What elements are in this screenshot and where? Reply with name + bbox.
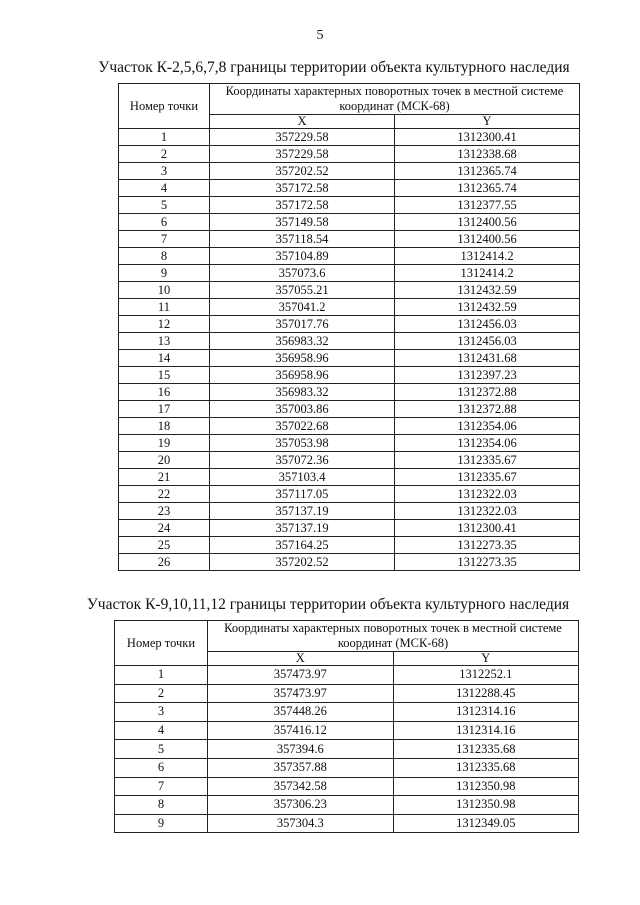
x-coordinate-cell: 357017.76 <box>210 316 395 333</box>
x-coordinate-cell: 357172.58 <box>210 180 395 197</box>
x-coordinate-cell: 357118.54 <box>210 231 395 248</box>
point-number-cell: 7 <box>115 777 208 796</box>
point-number-cell: 12 <box>119 316 210 333</box>
header-x: X <box>208 652 394 666</box>
point-number-cell: 2 <box>115 684 208 703</box>
x-coordinate-cell: 357117.05 <box>210 486 395 503</box>
point-number-cell: 14 <box>119 350 210 367</box>
table-row <box>119 554 580 571</box>
point-number-cell: 18 <box>119 418 210 435</box>
point-number-cell: 17 <box>119 401 210 418</box>
table-body-1 <box>119 129 580 571</box>
table-row <box>119 180 580 197</box>
point-number-cell: 21 <box>119 469 210 486</box>
table-row <box>119 197 580 214</box>
point-number-cell: 20 <box>119 452 210 469</box>
table-row <box>115 758 579 777</box>
x-coordinate-cell: 357104.89 <box>210 248 395 265</box>
table-row <box>119 401 580 418</box>
y-coordinate-cell: 1312300.41 <box>395 129 580 146</box>
table-row <box>119 248 580 265</box>
y-coordinate-cell: 1312354.06 <box>395 435 580 452</box>
x-coordinate-cell: 356958.96 <box>210 367 395 384</box>
table-row <box>119 214 580 231</box>
x-coordinate-cell: 357055.21 <box>210 282 395 299</box>
x-coordinate-cell: 357103.4 <box>210 469 395 486</box>
header-x: X <box>210 115 395 129</box>
table-row <box>119 299 580 316</box>
x-coordinate-cell: 357394.6 <box>208 740 394 759</box>
y-coordinate-cell: 1312335.67 <box>395 469 580 486</box>
x-coordinate-cell: 357416.12 <box>208 721 394 740</box>
y-coordinate-cell: 1312372.88 <box>395 384 580 401</box>
point-number-cell: 15 <box>119 367 210 384</box>
point-number-cell: 25 <box>119 537 210 554</box>
y-coordinate-cell: 1312397.23 <box>395 367 580 384</box>
point-number-cell: 8 <box>119 248 210 265</box>
coordinates-table-2 <box>114 620 579 833</box>
y-coordinate-cell: 1312335.68 <box>393 758 579 777</box>
header-coordinates: Координаты характерных поворотных точек в местной системе координат (МСК-68) <box>210 84 580 115</box>
y-coordinate-cell: 1312322.03 <box>395 486 580 503</box>
y-coordinate-cell: 1312377.55 <box>395 197 580 214</box>
point-number-cell: 22 <box>119 486 210 503</box>
point-number-cell: 6 <box>115 758 208 777</box>
y-coordinate-cell: 1312314.16 <box>393 703 579 722</box>
point-number-cell: 4 <box>119 180 210 197</box>
y-coordinate-cell: 1312372.88 <box>395 401 580 418</box>
table-row <box>119 435 580 452</box>
table-row <box>115 740 579 759</box>
table-row <box>119 520 580 537</box>
point-number-cell: 26 <box>119 554 210 571</box>
table-row <box>119 146 580 163</box>
x-coordinate-cell: 357342.58 <box>208 777 394 796</box>
table-body-2 <box>115 666 579 833</box>
y-coordinate-cell: 1312365.74 <box>395 163 580 180</box>
y-coordinate-cell: 1312338.68 <box>395 146 580 163</box>
section-title-1: Участок К-2,5,6,7,8 границы территории объекта культурного наследия <box>98 59 570 76</box>
x-coordinate-cell: 357041.2 <box>210 299 395 316</box>
table-row <box>119 367 580 384</box>
page-number: 5 <box>316 28 324 43</box>
x-coordinate-cell: 357202.52 <box>210 554 395 571</box>
x-coordinate-cell: 357137.19 <box>210 520 395 537</box>
point-number-cell: 24 <box>119 520 210 537</box>
x-coordinate-cell: 357304.3 <box>208 814 394 833</box>
table-row <box>115 684 579 703</box>
header-coordinates: Координаты характерных поворотных точек в местной системе координат (МСК-68) <box>208 621 579 652</box>
header-point-number: Номер точки <box>115 621 208 666</box>
point-number-cell: 1 <box>115 666 208 685</box>
point-number-cell: 6 <box>119 214 210 231</box>
y-coordinate-cell: 1312432.59 <box>395 282 580 299</box>
y-coordinate-cell: 1312314.16 <box>393 721 579 740</box>
point-number-cell: 3 <box>119 163 210 180</box>
point-number-cell: 23 <box>119 503 210 520</box>
point-number-cell: 9 <box>115 814 208 833</box>
x-coordinate-cell: 357072.36 <box>210 452 395 469</box>
y-coordinate-cell: 1312350.98 <box>393 796 579 815</box>
table-row <box>119 537 580 554</box>
header-y: Y <box>395 115 580 129</box>
x-coordinate-cell: 357073.6 <box>210 265 395 282</box>
y-coordinate-cell: 1312350.98 <box>393 777 579 796</box>
header-y: Y <box>393 652 579 666</box>
x-coordinate-cell: 357473.97 <box>208 666 394 685</box>
y-coordinate-cell: 1312273.35 <box>395 537 580 554</box>
y-coordinate-cell: 1312456.03 <box>395 316 580 333</box>
x-coordinate-cell: 357202.52 <box>210 163 395 180</box>
point-number-cell: 7 <box>119 231 210 248</box>
y-coordinate-cell: 1312288.45 <box>393 684 579 703</box>
table-row <box>115 721 579 740</box>
table-row <box>115 703 579 722</box>
y-coordinate-cell: 1312400.56 <box>395 214 580 231</box>
y-coordinate-cell: 1312414.2 <box>395 265 580 282</box>
x-coordinate-cell: 357022.68 <box>210 418 395 435</box>
y-coordinate-cell: 1312273.35 <box>395 554 580 571</box>
point-number-cell: 5 <box>119 197 210 214</box>
table-row <box>119 231 580 248</box>
point-number-cell: 8 <box>115 796 208 815</box>
x-coordinate-cell: 357053.98 <box>210 435 395 452</box>
point-number-cell: 10 <box>119 282 210 299</box>
table-row <box>119 469 580 486</box>
x-coordinate-cell: 357003.86 <box>210 401 395 418</box>
point-number-cell: 19 <box>119 435 210 452</box>
point-number-cell: 2 <box>119 146 210 163</box>
table-row <box>119 129 580 146</box>
y-coordinate-cell: 1312252.1 <box>393 666 579 685</box>
point-number-cell: 3 <box>115 703 208 722</box>
table-row <box>115 777 579 796</box>
y-coordinate-cell: 1312414.2 <box>395 248 580 265</box>
point-number-cell: 4 <box>115 721 208 740</box>
table-row <box>119 486 580 503</box>
table-row <box>119 316 580 333</box>
section-title-2: Участок К-9,10,11,12 границы территории объекта культурного наследия <box>86 596 570 613</box>
x-coordinate-cell: 357357.88 <box>208 758 394 777</box>
x-coordinate-cell: 357137.19 <box>210 503 395 520</box>
y-coordinate-cell: 1312431.68 <box>395 350 580 367</box>
y-coordinate-cell: 1312432.59 <box>395 299 580 316</box>
y-coordinate-cell: 1312322.03 <box>395 503 580 520</box>
y-coordinate-cell: 1312349.05 <box>393 814 579 833</box>
y-coordinate-cell: 1312365.74 <box>395 180 580 197</box>
y-coordinate-cell: 1312354.06 <box>395 418 580 435</box>
header-point-number: Номер точки <box>119 84 210 129</box>
table-row <box>119 333 580 350</box>
table-row <box>119 350 580 367</box>
y-coordinate-cell: 1312300.41 <box>395 520 580 537</box>
x-coordinate-cell: 357306.23 <box>208 796 394 815</box>
point-number-cell: 11 <box>119 299 210 316</box>
table-row <box>119 282 580 299</box>
x-coordinate-cell: 357473.97 <box>208 684 394 703</box>
table-row <box>115 814 579 833</box>
table-row <box>119 452 580 469</box>
point-number-cell: 5 <box>115 740 208 759</box>
x-coordinate-cell: 357229.58 <box>210 129 395 146</box>
x-coordinate-cell: 356983.32 <box>210 333 395 350</box>
y-coordinate-cell: 1312400.56 <box>395 231 580 248</box>
y-coordinate-cell: 1312335.67 <box>395 452 580 469</box>
x-coordinate-cell: 356983.32 <box>210 384 395 401</box>
y-coordinate-cell: 1312456.03 <box>395 333 580 350</box>
point-number-cell: 16 <box>119 384 210 401</box>
table-row <box>119 384 580 401</box>
x-coordinate-cell: 356958.96 <box>210 350 395 367</box>
table-row <box>119 418 580 435</box>
point-number-cell: 1 <box>119 129 210 146</box>
x-coordinate-cell: 357164.25 <box>210 537 395 554</box>
x-coordinate-cell: 357448.26 <box>208 703 394 722</box>
table-row <box>115 796 579 815</box>
x-coordinate-cell: 357149.58 <box>210 214 395 231</box>
table-row <box>119 163 580 180</box>
y-coordinate-cell: 1312335.68 <box>393 740 579 759</box>
point-number-cell: 9 <box>119 265 210 282</box>
x-coordinate-cell: 357172.58 <box>210 197 395 214</box>
point-number-cell: 13 <box>119 333 210 350</box>
table-row <box>119 265 580 282</box>
table-row <box>115 666 579 685</box>
x-coordinate-cell: 357229.58 <box>210 146 395 163</box>
coordinates-table-1 <box>118 83 580 571</box>
table-row <box>119 503 580 520</box>
